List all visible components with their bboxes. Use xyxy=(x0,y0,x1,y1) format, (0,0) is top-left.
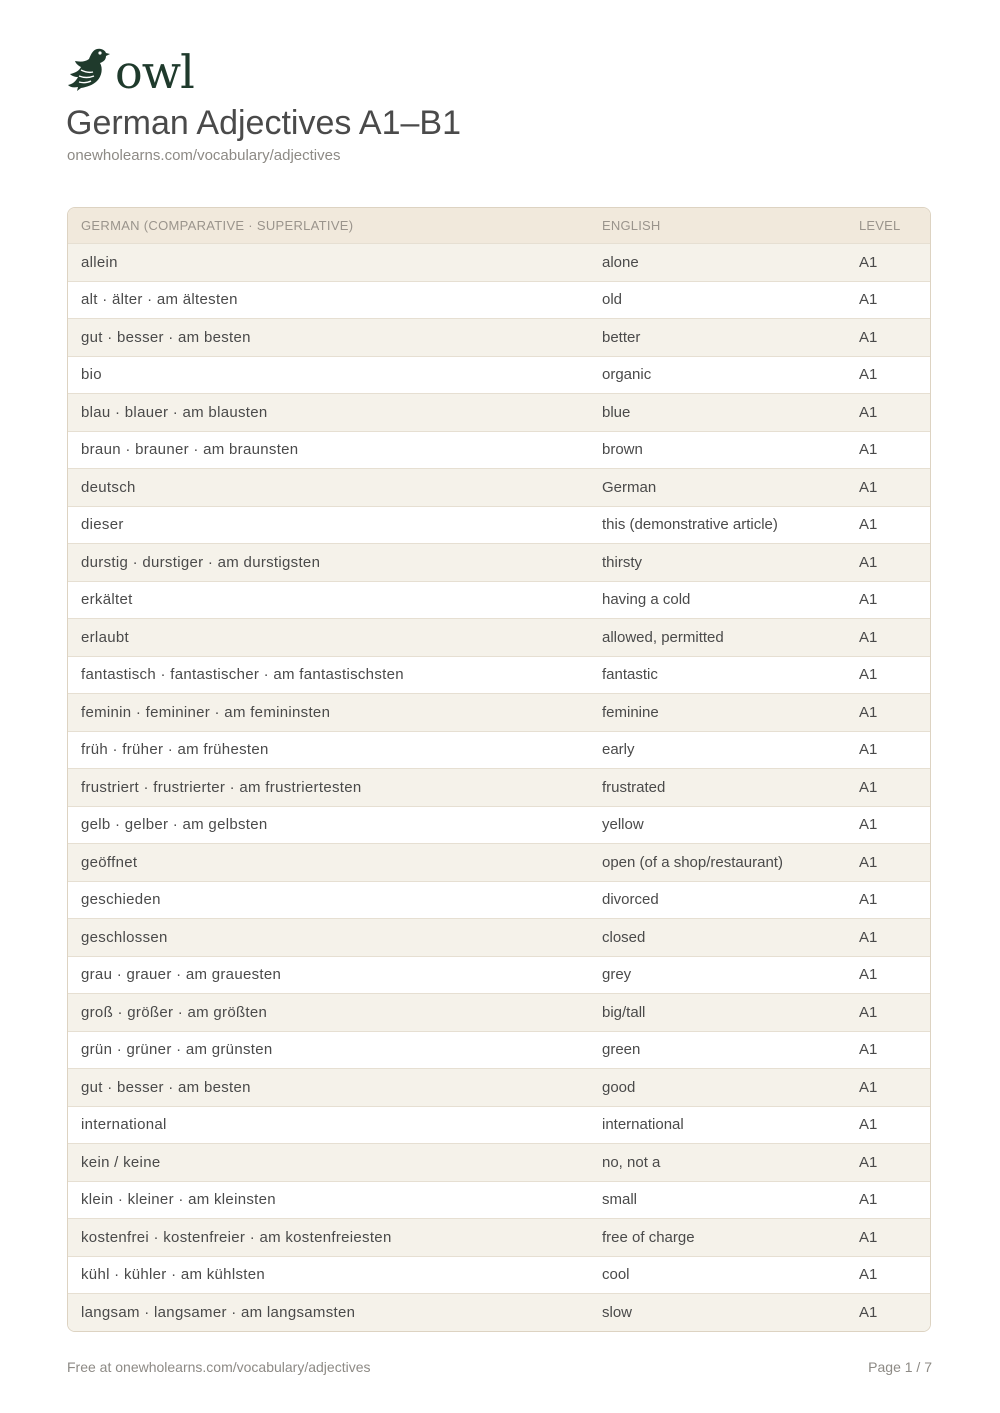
table-row xyxy=(68,1181,930,1219)
cell-german: kostenfrei · kostenfreier · am kostenfreiesten xyxy=(81,1228,392,1246)
cell-level: A1 xyxy=(859,1266,878,1284)
vocabulary-table xyxy=(67,207,931,1332)
cell-level: A1 xyxy=(859,1116,878,1134)
cell-english: frustrated xyxy=(602,778,666,796)
table-row xyxy=(68,731,930,769)
column-header-english: ENGLISH xyxy=(602,218,661,233)
column-header-german: GERMAN (COMPARATIVE · SUPERLATIVE) xyxy=(81,218,354,233)
owl-logo xyxy=(67,44,194,99)
cell-german: klein · kleiner · am kleinsten xyxy=(81,1191,276,1209)
cell-english: no, not a xyxy=(602,1153,661,1171)
table-row xyxy=(68,693,930,731)
cell-german: blau · blauer · am blausten xyxy=(81,403,268,421)
table-row xyxy=(68,656,930,694)
page-url: onewholearns.com/vocabulary/adjectives xyxy=(67,147,341,164)
cell-german: geöffnet xyxy=(81,853,138,871)
cell-german: groß · größer · am größten xyxy=(81,1003,268,1021)
cell-german: kein / keine xyxy=(81,1153,161,1171)
cell-german: kühl · kühler · am kühlsten xyxy=(81,1266,266,1284)
cell-german: langsam · langsamer · am langsamsten xyxy=(81,1303,356,1321)
table-body xyxy=(68,243,930,1331)
cell-german: feminin · femininer · am femininsten xyxy=(81,703,331,721)
cell-level: A1 xyxy=(859,1191,878,1209)
table-row xyxy=(68,843,930,881)
cell-english: closed xyxy=(602,928,646,946)
table-row xyxy=(68,1256,930,1294)
column-header-level: LEVEL xyxy=(859,218,901,233)
cell-level: A1 xyxy=(859,1041,878,1059)
cell-level: A1 xyxy=(859,816,878,834)
cell-english: slow xyxy=(602,1303,633,1321)
cell-level: A1 xyxy=(859,1153,878,1171)
table-row xyxy=(68,468,930,506)
cell-german: geschieden xyxy=(81,891,161,909)
cell-german: dieser xyxy=(81,516,124,534)
cell-level: A1 xyxy=(859,1228,878,1246)
cell-german: braun · brauner · am braunsten xyxy=(81,441,299,459)
cell-level: A1 xyxy=(859,853,878,871)
cell-english: having a cold xyxy=(602,591,691,609)
cell-level: A1 xyxy=(859,441,878,459)
table-row xyxy=(68,806,930,844)
cell-english: fantastic xyxy=(602,666,658,684)
cell-level: A1 xyxy=(859,778,878,796)
table-row xyxy=(68,506,930,544)
table-row xyxy=(68,1143,930,1181)
cell-english: feminine xyxy=(602,703,659,721)
cell-level: A1 xyxy=(859,891,878,909)
cell-english: early xyxy=(602,741,635,759)
page-title: German Adjectives A1–B1 xyxy=(66,104,462,142)
cell-german: durstig · durstiger · am durstigsten xyxy=(81,553,321,571)
table-row xyxy=(68,1106,930,1144)
table-header xyxy=(68,208,930,243)
table-row xyxy=(68,356,930,394)
table-row xyxy=(68,618,930,656)
cell-english: international xyxy=(602,1116,684,1134)
table-row xyxy=(68,993,930,1031)
cell-english: small xyxy=(602,1191,638,1209)
table-row xyxy=(68,1068,930,1106)
cell-german: geschlossen xyxy=(81,928,168,946)
cell-english: good xyxy=(602,1078,636,1096)
table-row xyxy=(68,581,930,619)
table-row xyxy=(68,881,930,919)
cell-english: blue xyxy=(602,403,631,421)
cell-english: alone xyxy=(602,253,639,271)
page-number: Page 1 / 7 xyxy=(868,1359,932,1375)
cell-german: gelb · gelber · am gelbsten xyxy=(81,816,268,834)
cell-english: German xyxy=(602,478,657,496)
table-row xyxy=(68,543,930,581)
cell-english: open (of a shop/restaurant) xyxy=(602,853,783,871)
cell-german: international xyxy=(81,1116,167,1134)
cell-english: divorced xyxy=(602,891,659,909)
cell-english: yellow xyxy=(602,816,644,834)
cell-english: green xyxy=(602,1041,641,1059)
cell-level: A1 xyxy=(859,966,878,984)
cell-level: A1 xyxy=(859,1003,878,1021)
cell-german: alt · älter · am ältesten xyxy=(81,291,238,309)
cell-level: A1 xyxy=(859,741,878,759)
cell-level: A1 xyxy=(859,703,878,721)
table-row xyxy=(68,1031,930,1069)
cell-level: A1 xyxy=(859,291,878,309)
table-row xyxy=(68,918,930,956)
table-row xyxy=(68,1218,930,1256)
cell-german: fantastisch · fantastischer · am fantastischsten xyxy=(81,666,404,684)
cell-english: this (demonstrative article) xyxy=(602,516,778,534)
footer-url: Free at onewholearns.com/vocabulary/adjectives xyxy=(67,1359,371,1375)
cell-english: old xyxy=(602,291,623,309)
cell-level: A1 xyxy=(859,403,878,421)
table-row xyxy=(68,281,930,319)
cell-level: A1 xyxy=(859,478,878,496)
cell-level: A1 xyxy=(859,516,878,534)
cell-english: organic xyxy=(602,366,652,384)
cell-german: deutsch xyxy=(81,478,136,496)
cell-english: cool xyxy=(602,1266,630,1284)
owl-icon xyxy=(67,46,111,92)
cell-english: free of charge xyxy=(602,1228,695,1246)
cell-english: brown xyxy=(602,441,643,459)
cell-english: better xyxy=(602,328,641,346)
cell-german: erkältet xyxy=(81,591,133,609)
cell-level: A1 xyxy=(859,1303,878,1321)
cell-german: früh · früher · am frühesten xyxy=(81,741,269,759)
table-row xyxy=(68,431,930,469)
cell-english: allowed, permitted xyxy=(602,628,724,646)
cell-german: grün · grüner · am grünsten xyxy=(81,1041,273,1059)
table-row xyxy=(68,768,930,806)
logo-wordmark: owl xyxy=(115,45,194,99)
cell-german: frustriert · frustrierter · am frustriertesten xyxy=(81,778,362,796)
cell-german: allein xyxy=(81,253,118,271)
table-row xyxy=(68,956,930,994)
table-row xyxy=(68,393,930,431)
cell-german: grau · grauer · am grauesten xyxy=(81,966,282,984)
table-row xyxy=(68,318,930,356)
cell-level: A1 xyxy=(859,666,878,684)
cell-english: grey xyxy=(602,966,632,984)
cell-english: big/tall xyxy=(602,1003,646,1021)
cell-level: A1 xyxy=(859,628,878,646)
cell-level: A1 xyxy=(859,1078,878,1096)
cell-german: gut · besser · am besten xyxy=(81,328,251,346)
cell-german: gut · besser · am besten xyxy=(81,1078,251,1096)
cell-level: A1 xyxy=(859,928,878,946)
table-row xyxy=(68,243,930,281)
cell-german: erlaubt xyxy=(81,628,129,646)
cell-level: A1 xyxy=(859,553,878,571)
cell-english: thirsty xyxy=(602,553,643,571)
cell-level: A1 xyxy=(859,253,878,271)
cell-level: A1 xyxy=(859,591,878,609)
cell-level: A1 xyxy=(859,366,878,384)
cell-level: A1 xyxy=(859,328,878,346)
table-row xyxy=(68,1293,930,1331)
cell-german: bio xyxy=(81,366,102,384)
